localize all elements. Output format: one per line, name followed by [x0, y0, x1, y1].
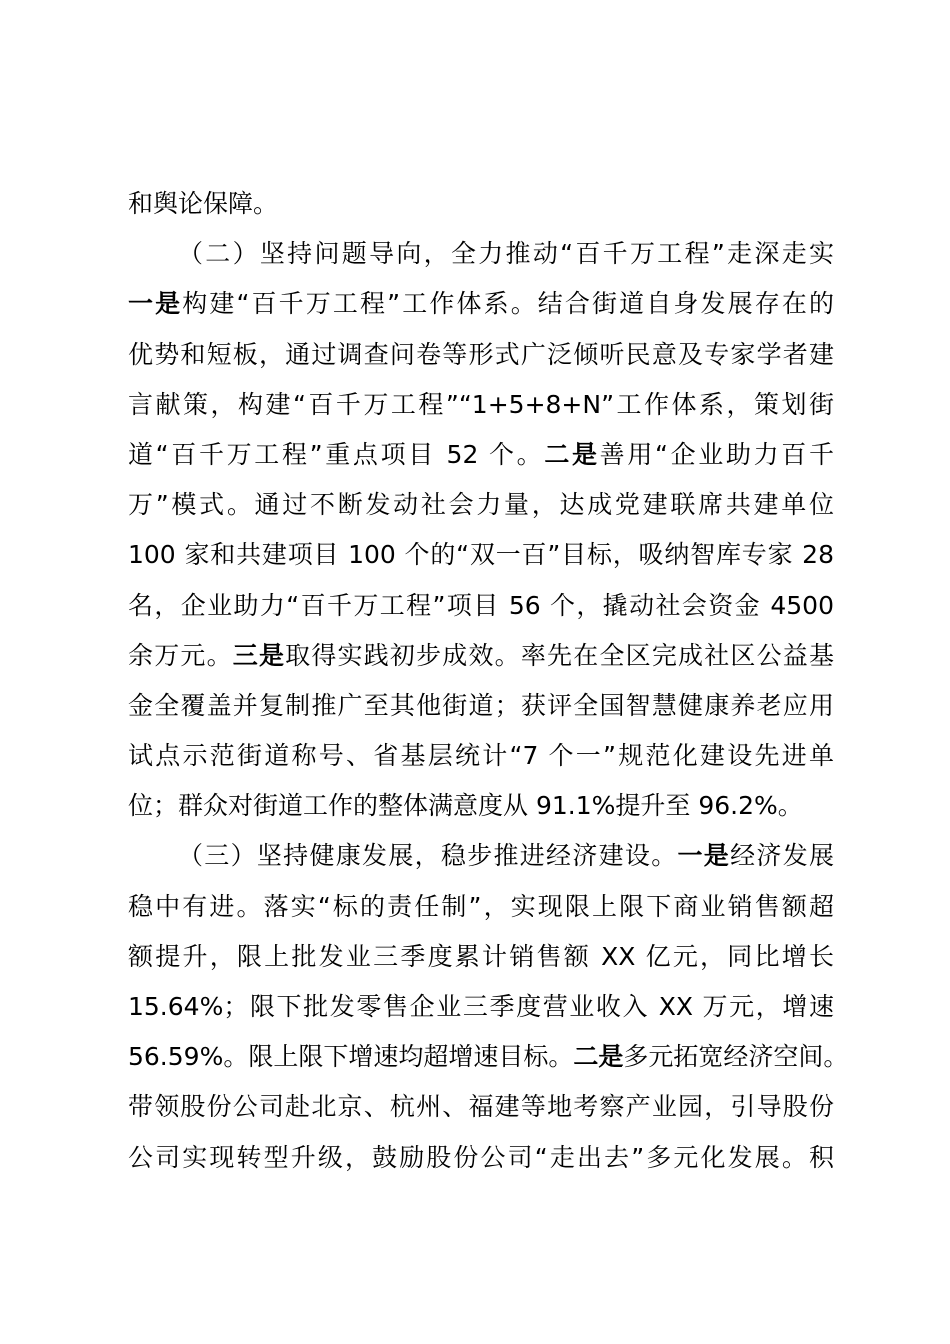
bold-marker: 一是 [128, 289, 183, 319]
text-line: 试点示范街道称号、省基层统计“7 个一”规范化建设先进单 [128, 741, 834, 771]
text-line: 言献策，构建“百千万工程”“1+5+8+N”工作体系，策划街 [128, 389, 834, 419]
text-line: 15.64%；限下批发零售企业三季度营业收入 XX 万元，增速 [128, 992, 834, 1021]
text-line: 位；群众对街道工作的整体满意度从 91.1%提升至 96.2%。 [128, 791, 803, 821]
text-line: 道“百千万工程”重点项目 52 个。二是善用“企业助力百千 [128, 439, 834, 469]
body-text [128, 179, 849, 1183]
text-line: 余万元。三是取得实践初步成效。率先在全区完成社区公益基 [128, 640, 834, 670]
bold-marker: 一是 [677, 841, 731, 871]
bold-marker: 二是 [544, 439, 600, 469]
text-line: 稳中有进。落实“标的责任制”，实现限上限下商业销售额超 [128, 891, 834, 921]
bold-marker: 三是 [232, 640, 286, 670]
bold-marker: 二是 [573, 1042, 624, 1072]
text-line: 万”模式。通过不断发动社会力量，达成党建联席共建单位 [128, 490, 834, 520]
text-line: 一是构建“百千万工程”工作体系。结合街道自身发展存在的 [128, 289, 834, 319]
text-line: 名，企业助力“百千万工程”项目 56 个，撬动社会资金 4500 [128, 590, 834, 620]
text-line: 带领股份公司赴北京、杭州、福建等地考察产业园，引导股份 [128, 1092, 834, 1122]
section-heading-2: （二）坚持问题导向，全力推动“百千万工程”走深走实 [178, 239, 834, 269]
text-line: 公司实现转型升级，鼓励股份公司“走出去”多元化发展。积 [128, 1142, 834, 1172]
text-line: 56.59%。限上限下增速均超增速目标。二是多元拓宽经济空间。 [128, 1042, 849, 1072]
text-line: 100 家和共建项目 100 个的“双一百”目标，吸纳智库专家 28 [128, 540, 834, 570]
text-line: 额提升，限上批发业三季度累计销售额 XX 亿元，同比增长 [128, 941, 834, 971]
text-line: 金全覆盖并复制推广至其他街道；获评全国智慧健康养老应用 [128, 690, 834, 720]
text-line: 优势和短板，通过调查问卷等形式广泛倾听民意及专家学者建 [128, 339, 834, 369]
text-line: 和舆论保障。 [128, 189, 279, 218]
section-heading-3: （三）坚持健康发展，稳步推进经济建设。一是经济发展 [178, 841, 834, 871]
